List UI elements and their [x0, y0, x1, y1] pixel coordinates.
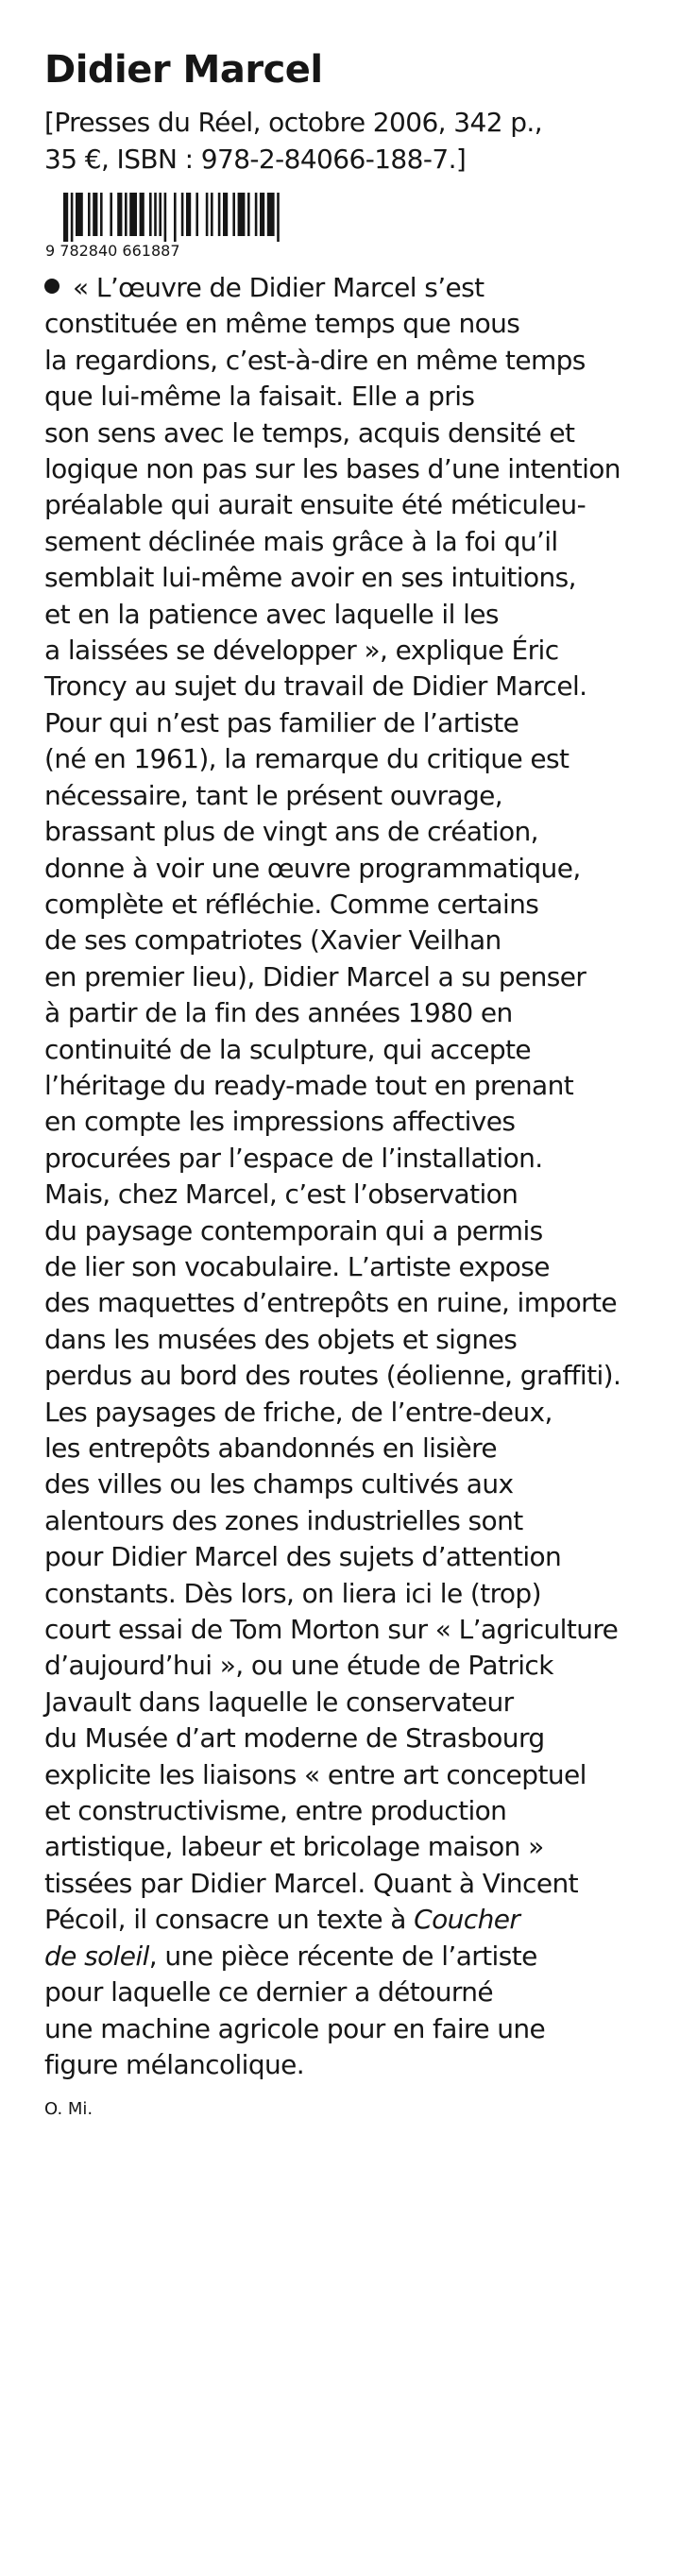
body-line [44, 1939, 649, 1974]
body-line: du paysage contemporain qui a permis [44, 1214, 543, 1246]
body-line: que lui-même la faisait. Elle a pris [44, 381, 475, 413]
body-line: d’aujourd’hui », ou une étude de Patrick [44, 1650, 553, 1682]
barcode-bar [164, 193, 167, 242]
barcode-bar [154, 193, 157, 236]
author-signature: O. Mi. [44, 2099, 94, 2120]
barcode-bar [211, 193, 213, 236]
body-line: logique non pas sur les bases d’une intention [44, 453, 620, 485]
publication-info-line-1: [Presses du Réel, octobre 2006, 342 p., [44, 107, 542, 138]
body-line: a laissées se développer », explique Éric [44, 635, 559, 667]
barcode-bar [125, 193, 128, 236]
barcode-bar [63, 193, 68, 242]
barcode-bar [100, 193, 103, 236]
body-line: de ses compatriotes (Xavier Veilhan [44, 924, 502, 957]
body-line: de lier son vocabulaire. L’artiste expose [44, 1250, 550, 1282]
body-line: alentours des zones industrielles sont [44, 1504, 523, 1536]
body-line: en compte les impressions affectives [44, 1106, 516, 1138]
barcode-graphic [44, 193, 290, 259]
body-line-text: , une pièce récente de l’artiste [148, 1940, 537, 1972]
body-line: son sens avec le temps, acquis densité et [44, 416, 575, 449]
barcode-bar [93, 193, 97, 236]
body-line: figure mélancolique. [44, 2048, 305, 2080]
body-line-text: Pécoil, il consacre un texte à [44, 1904, 415, 1936]
barcode-bar [88, 193, 91, 236]
body-line: en premier lieu), Didier Marcel a su penser [44, 960, 586, 992]
body-line: à partir de la fin des années 1980 en [44, 997, 513, 1029]
barcode-bar [149, 193, 152, 236]
barcode-bar [206, 193, 209, 236]
barcode-bar [223, 193, 228, 236]
body-line: court essai de Tom Morton sur « L’agriculture [44, 1614, 619, 1646]
body-line: les entrepôts abandonnés en lisière [44, 1432, 498, 1464]
body-line: artistique, labeur et bricolage maison » [44, 1831, 544, 1863]
barcode-bar [186, 193, 191, 236]
body-line: constants. Dès lors, on liera ici le (trop) [44, 1577, 541, 1609]
body-line: nécessaire, tant le présent ouvrage, [44, 779, 503, 811]
barcode-bar [159, 193, 162, 236]
barcode-bar [196, 193, 198, 236]
body-line-text: « L’œuvre de Didier Marcel s’est [73, 272, 484, 303]
barcode-bar [255, 193, 258, 236]
artwork-title-part-2: de soleil [44, 1940, 149, 1972]
review-body [44, 270, 649, 2083]
body-line: l’héritage du ready-made tout en prenant [44, 1069, 574, 1101]
body-line: tissées par Didier Marcel. Quant à Vincent [44, 1867, 579, 1899]
body-line: donne à voir une œuvre programmatique, [44, 852, 581, 884]
body-line: complète et réfléchie. Comme certains [44, 888, 539, 920]
bullet-icon [44, 279, 60, 294]
publication-info-line-2: 35 €, ISBN : 978-2-84066-188-7.] [44, 144, 467, 175]
body-line: (né en 1961), la remarque du critique est [44, 743, 570, 775]
body-line: et en la patience avec laquelle il les [44, 598, 499, 630]
body-line: perdus au bord des routes (éolienne, graffiti). [44, 1360, 621, 1392]
artwork-title-part-1: Coucher [414, 1904, 520, 1936]
barcode-bar [238, 193, 246, 236]
barcode-bar [71, 193, 74, 242]
isbn-barcode [44, 193, 290, 259]
barcode-bar [117, 193, 122, 236]
barcode-bar [76, 193, 83, 236]
body-line: continuité de la sculpture, qui accepte [44, 1033, 532, 1065]
body-line: des maquettes d’entrepôts en ruine, importe [44, 1287, 618, 1319]
barcode-bar [232, 193, 235, 236]
barcode-bar [267, 193, 275, 236]
body-line: semblait lui-même avoir en ses intuitions, [44, 562, 576, 594]
body-line: Les paysages de friche, de l’entre-deux, [44, 1396, 552, 1428]
body-line: du Musée d’art moderne de Strasbourg [44, 1722, 545, 1754]
body-line: une machine agricole pour en faire une [44, 2012, 546, 2044]
body-line: préalable qui aurait ensuite été méticuleu- [44, 489, 586, 521]
body-line [44, 270, 649, 306]
body-line: explicite les liaisons « entre art conceptuel [44, 1758, 586, 1790]
body-line: la regardions, c’est-à-dire en même temps [44, 344, 586, 376]
body-line: Troncy au sujet du travail de Didier Marcel. [44, 670, 587, 703]
body-line: des villes ou les champs cultivés aux [44, 1468, 514, 1500]
body-line: constituée en même temps que nous [44, 308, 520, 340]
barcode-bar [140, 193, 144, 236]
book-title: Didier Marcel [44, 48, 323, 92]
barcode-bar [129, 193, 137, 236]
body-line: dans les musées des objets et signes [44, 1323, 518, 1355]
barcode-bar [247, 193, 250, 236]
body-line: brassant plus de vingt ans de création, [44, 816, 538, 848]
body-line: Mais, chez Marcel, c’est l’observation [44, 1178, 518, 1211]
barcode-digits: 9 782840 661887 [45, 242, 180, 259]
barcode-bar [218, 193, 221, 236]
publication-info [44, 104, 649, 178]
body-line: Javault dans laquelle le conservateur [44, 1686, 514, 1718]
body-line: et constructivisme, entre production [44, 1795, 507, 1827]
body-line [44, 1902, 649, 1938]
review-article [44, 45, 649, 2121]
barcode-bar [110, 193, 112, 236]
barcode-bar [260, 193, 264, 236]
barcode-bar [174, 193, 177, 242]
barcode-bar [277, 193, 280, 242]
body-line: Pour qui n’est pas familier de l’artiste [44, 706, 519, 738]
body-line: sement déclinée mais grâce à la foi qu’il [44, 525, 558, 557]
body-line: pour laquelle ce dernier a détourné [44, 1976, 494, 2008]
barcode-bar [181, 193, 184, 236]
body-line: pour Didier Marcel des sujets d’attention [44, 1541, 562, 1573]
body-line: procurées par l’espace de l’installation. [44, 1142, 543, 1174]
